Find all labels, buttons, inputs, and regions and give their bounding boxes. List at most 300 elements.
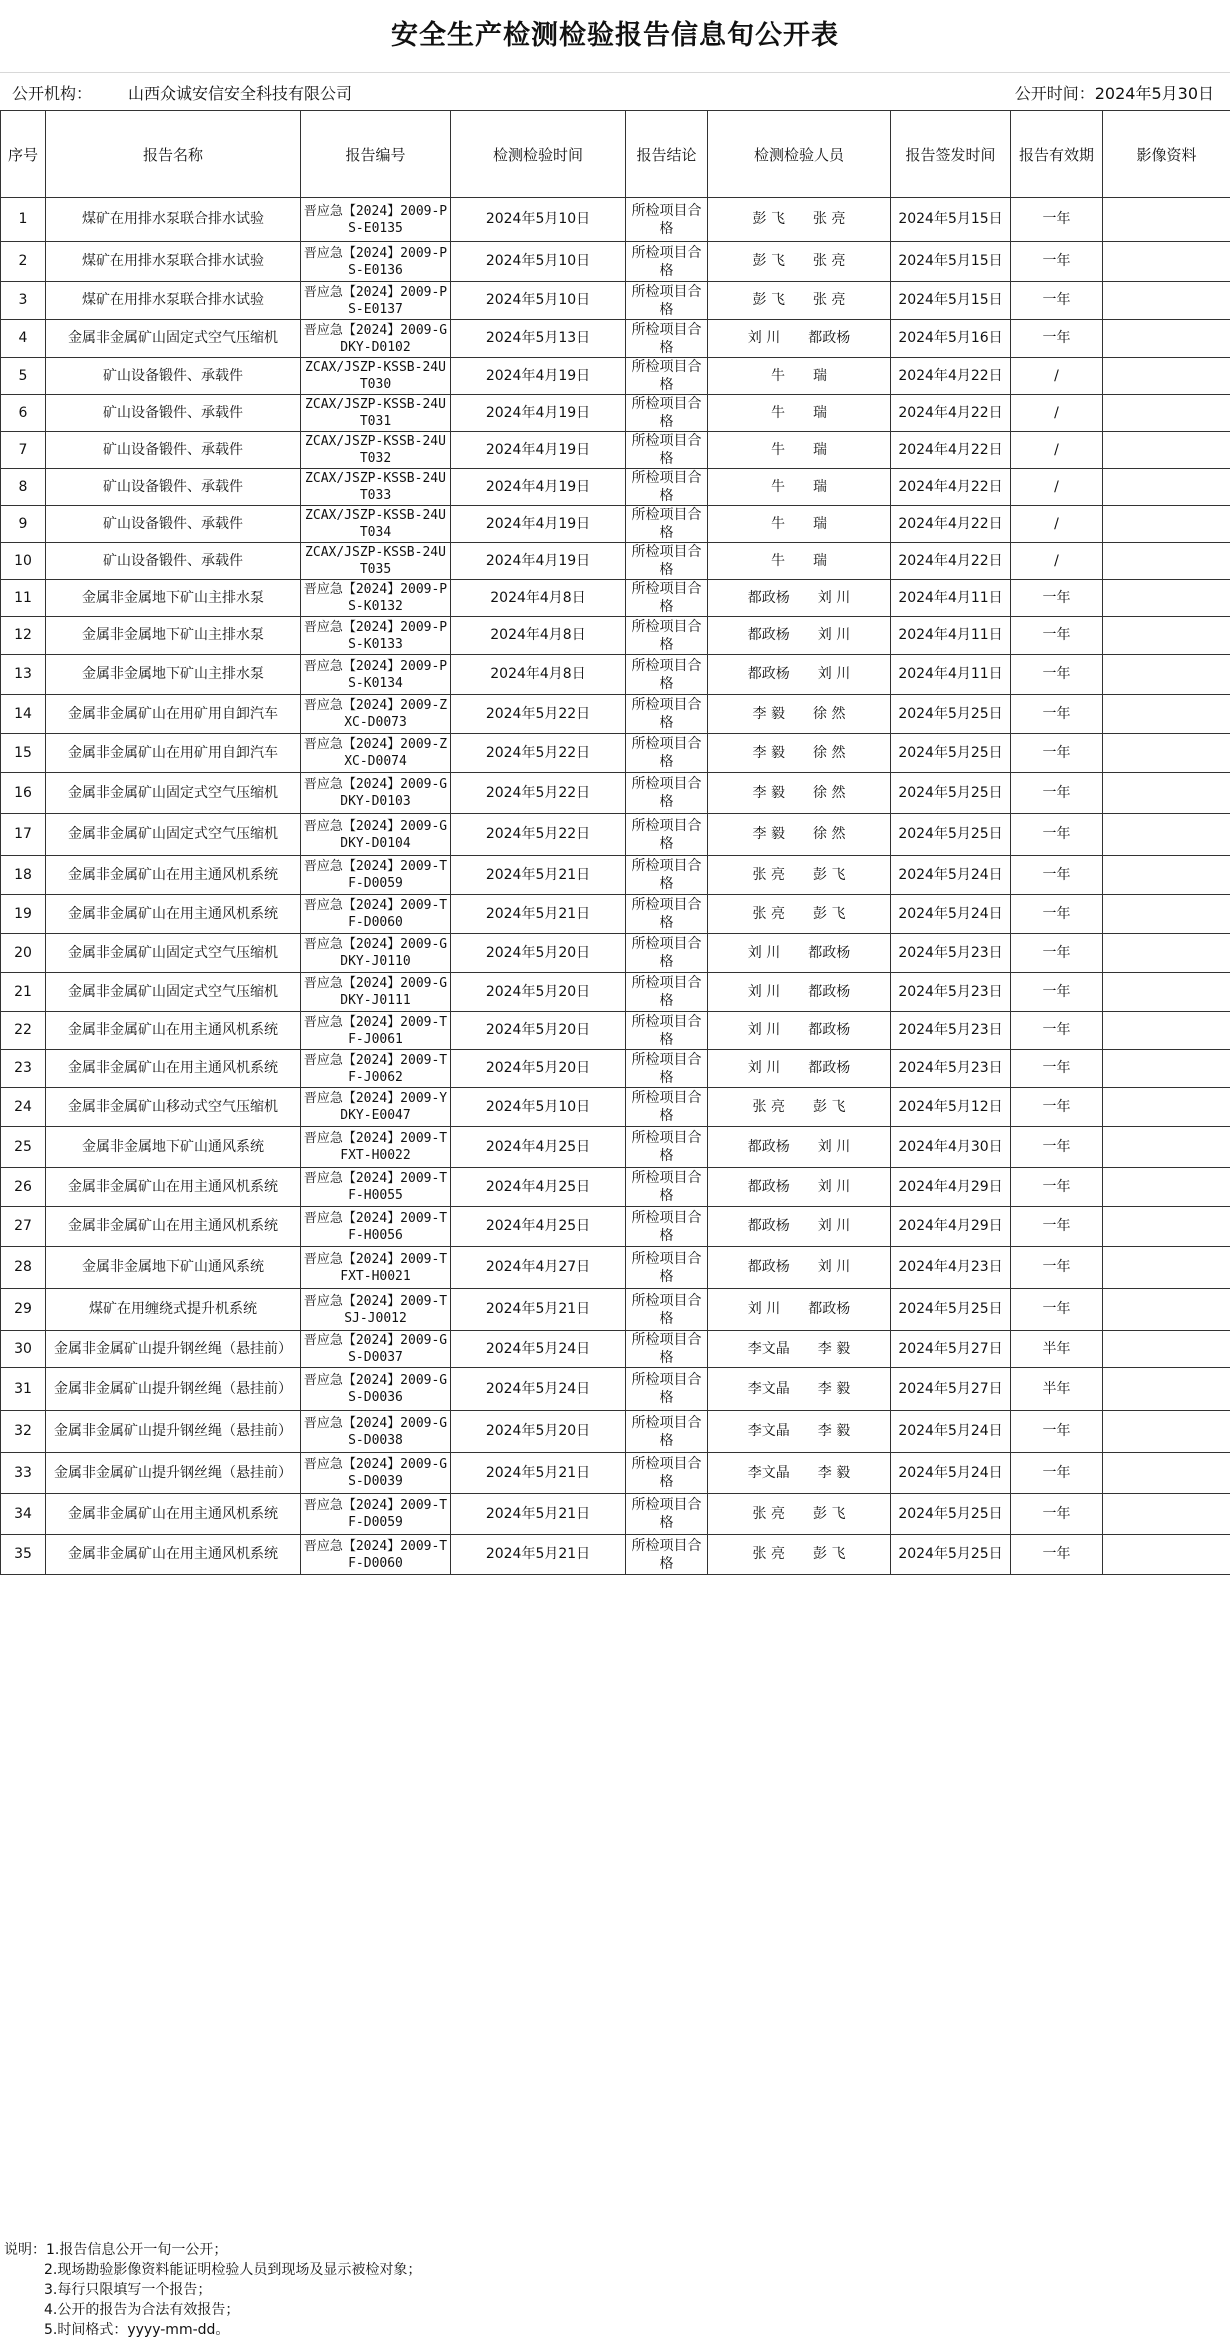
cell-photo bbox=[1103, 1289, 1230, 1331]
cell-inspectors: 张 亮 彭 飞 bbox=[708, 895, 891, 934]
table-row bbox=[1, 1207, 1230, 1247]
cell-report-code: 晋应急【2024】2009-GDKY-D0102 bbox=[301, 320, 451, 358]
table-header-row bbox=[1, 111, 1230, 198]
cell-validity: 一年 bbox=[1011, 282, 1103, 320]
col-photo-header: 影像资料 bbox=[1103, 111, 1230, 198]
cell-report-code: 晋应急【2024】2009-GDKY-J0110 bbox=[301, 934, 451, 973]
cell-photo bbox=[1103, 282, 1230, 320]
cell-report-code: 晋应急【2024】2009-GS-D0036 bbox=[301, 1368, 451, 1411]
cell-no: 15 bbox=[1, 734, 46, 773]
cell-inspectors: 都政杨 刘 川 bbox=[708, 580, 891, 617]
cell-report-name: 矿山设备锻件、承载件 bbox=[46, 432, 301, 469]
cell-test-date: 2024年5月21日 bbox=[451, 856, 626, 895]
cell-report-code: ZCAX/JSZP-KSSB-24UT034 bbox=[301, 506, 451, 543]
cell-inspectors: 李文晶 李 毅 bbox=[708, 1331, 891, 1368]
cell-issue-date: 2024年5月23日 bbox=[891, 1012, 1011, 1050]
cell-issue-date: 2024年4月11日 bbox=[891, 655, 1011, 695]
cell-inspectors: 刘 川 都政杨 bbox=[708, 934, 891, 973]
cell-no: 33 bbox=[1, 1453, 46, 1494]
cell-validity: / bbox=[1011, 395, 1103, 432]
table-row bbox=[1, 814, 1230, 856]
cell-report-name: 金属非金属地下矿山主排水泵 bbox=[46, 580, 301, 617]
cell-issue-date: 2024年4月22日 bbox=[891, 358, 1011, 395]
col-test-date-header: 检测检验时间 bbox=[451, 111, 626, 198]
cell-no: 1 bbox=[1, 198, 46, 242]
cell-validity: 一年 bbox=[1011, 1127, 1103, 1168]
cell-test-date: 2024年4月25日 bbox=[451, 1127, 626, 1168]
cell-report-code: ZCAX/JSZP-KSSB-24UT033 bbox=[301, 469, 451, 506]
date-label: 公开时间： bbox=[1014, 84, 1095, 103]
cell-report-name: 煤矿在用排水泵联合排水试验 bbox=[46, 282, 301, 320]
cell-test-date: 2024年4月8日 bbox=[451, 617, 626, 655]
cell-photo bbox=[1103, 198, 1230, 242]
cell-report-name: 金属非金属矿山在用矿用自卸汽车 bbox=[46, 695, 301, 734]
cell-conclusion: 所检项目合格 bbox=[626, 580, 708, 617]
cell-issue-date: 2024年5月12日 bbox=[891, 1088, 1011, 1127]
publisher-info bbox=[12, 81, 352, 104]
cell-inspectors: 张 亮 彭 飞 bbox=[708, 856, 891, 895]
cell-validity: 一年 bbox=[1011, 655, 1103, 695]
cell-report-code: 晋应急【2024】2009-TF-J0061 bbox=[301, 1012, 451, 1050]
cell-inspectors: 刘 川 都政杨 bbox=[708, 1012, 891, 1050]
cell-photo bbox=[1103, 1050, 1230, 1088]
cell-inspectors: 张 亮 彭 飞 bbox=[708, 1535, 891, 1575]
cell-report-code: 晋应急【2024】2009-ZXC-D0073 bbox=[301, 695, 451, 734]
cell-report-name: 矿山设备锻件、承载件 bbox=[46, 358, 301, 395]
cell-report-name: 煤矿在用排水泵联合排水试验 bbox=[46, 242, 301, 282]
cell-no: 24 bbox=[1, 1088, 46, 1127]
cell-conclusion: 所检项目合格 bbox=[626, 242, 708, 282]
cell-no: 4 bbox=[1, 320, 46, 358]
cell-issue-date: 2024年5月15日 bbox=[891, 282, 1011, 320]
cell-no: 17 bbox=[1, 814, 46, 856]
cell-validity: 一年 bbox=[1011, 242, 1103, 282]
table-row bbox=[1, 1050, 1230, 1088]
table-row bbox=[1, 506, 1230, 543]
cell-photo bbox=[1103, 1535, 1230, 1575]
cell-issue-date: 2024年5月25日 bbox=[891, 1535, 1011, 1575]
cell-inspectors: 彭 飞 张 亮 bbox=[708, 198, 891, 242]
cell-no: 22 bbox=[1, 1012, 46, 1050]
cell-report-name: 矿山设备锻件、承载件 bbox=[46, 543, 301, 580]
cell-validity: 一年 bbox=[1011, 1050, 1103, 1088]
cell-test-date: 2024年5月21日 bbox=[451, 1289, 626, 1331]
cell-no: 34 bbox=[1, 1494, 46, 1535]
cell-no: 21 bbox=[1, 973, 46, 1012]
cell-conclusion: 所检项目合格 bbox=[626, 198, 708, 242]
cell-validity: / bbox=[1011, 469, 1103, 506]
cell-report-name: 煤矿在用缠绕式提升机系统 bbox=[46, 1289, 301, 1331]
cell-photo bbox=[1103, 617, 1230, 655]
cell-issue-date: 2024年5月24日 bbox=[891, 1453, 1011, 1494]
cell-photo bbox=[1103, 1127, 1230, 1168]
table-row bbox=[1, 1535, 1230, 1575]
cell-test-date: 2024年5月20日 bbox=[451, 1411, 626, 1453]
cell-report-name: 矿山设备锻件、承载件 bbox=[46, 506, 301, 543]
cell-conclusion: 所检项目合格 bbox=[626, 1535, 708, 1575]
cell-issue-date: 2024年5月25日 bbox=[891, 1494, 1011, 1535]
cell-report-name: 金属非金属矿山在用主通风机系统 bbox=[46, 1535, 301, 1575]
cell-report-code: 晋应急【2024】2009-TF-D0060 bbox=[301, 1535, 451, 1575]
cell-validity: / bbox=[1011, 432, 1103, 469]
table-row bbox=[1, 320, 1230, 358]
cell-issue-date: 2024年4月22日 bbox=[891, 543, 1011, 580]
cell-validity: 一年 bbox=[1011, 580, 1103, 617]
cell-report-name: 金属非金属矿山固定式空气压缩机 bbox=[46, 773, 301, 814]
cell-test-date: 2024年4月25日 bbox=[451, 1168, 626, 1207]
cell-issue-date: 2024年5月25日 bbox=[891, 814, 1011, 856]
cell-test-date: 2024年5月21日 bbox=[451, 1453, 626, 1494]
cell-report-code: 晋应急【2024】2009-TF-H0056 bbox=[301, 1207, 451, 1247]
cell-report-code: 晋应急【2024】2009-TF-D0059 bbox=[301, 856, 451, 895]
cell-test-date: 2024年4月19日 bbox=[451, 543, 626, 580]
cell-inspectors: 都政杨 刘 川 bbox=[708, 1247, 891, 1289]
cell-no: 28 bbox=[1, 1247, 46, 1289]
cell-report-code: 晋应急【2024】2009-TFXT-H0022 bbox=[301, 1127, 451, 1168]
cell-no: 5 bbox=[1, 358, 46, 395]
cell-conclusion: 所检项目合格 bbox=[626, 320, 708, 358]
cell-no: 32 bbox=[1, 1411, 46, 1453]
cell-photo bbox=[1103, 1368, 1230, 1411]
cell-photo bbox=[1103, 1453, 1230, 1494]
cell-conclusion: 所检项目合格 bbox=[626, 617, 708, 655]
note-item: 2.现场勘验影像资料能证明检验人员到现场及显示被检对象； bbox=[44, 2262, 422, 2278]
table-row bbox=[1, 1168, 1230, 1207]
cell-conclusion: 所检项目合格 bbox=[626, 432, 708, 469]
cell-report-name: 金属非金属矿山固定式空气压缩机 bbox=[46, 320, 301, 358]
cell-conclusion: 所检项目合格 bbox=[626, 1453, 708, 1494]
table-row bbox=[1, 432, 1230, 469]
cell-photo bbox=[1103, 1088, 1230, 1127]
cell-issue-date: 2024年4月29日 bbox=[891, 1207, 1011, 1247]
cell-conclusion: 所检项目合格 bbox=[626, 1050, 708, 1088]
cell-inspectors: 都政杨 刘 川 bbox=[708, 1168, 891, 1207]
cell-conclusion: 所检项目合格 bbox=[626, 814, 708, 856]
cell-issue-date: 2024年4月29日 bbox=[891, 1168, 1011, 1207]
table-row bbox=[1, 734, 1230, 773]
cell-report-name: 金属非金属矿山提升钢丝绳（悬挂前） bbox=[46, 1411, 301, 1453]
cell-report-code: ZCAX/JSZP-KSSB-24UT030 bbox=[301, 358, 451, 395]
cell-issue-date: 2024年5月23日 bbox=[891, 934, 1011, 973]
cell-photo bbox=[1103, 395, 1230, 432]
cell-no: 9 bbox=[1, 506, 46, 543]
cell-inspectors: 彭 飞 张 亮 bbox=[708, 282, 891, 320]
table-row bbox=[1, 1289, 1230, 1331]
cell-test-date: 2024年5月20日 bbox=[451, 973, 626, 1012]
cell-validity: 一年 bbox=[1011, 617, 1103, 655]
cell-test-date: 2024年4月8日 bbox=[451, 580, 626, 617]
cell-issue-date: 2024年4月22日 bbox=[891, 469, 1011, 506]
cell-no: 2 bbox=[1, 242, 46, 282]
cell-no: 10 bbox=[1, 543, 46, 580]
cell-report-name: 金属非金属矿山在用主通风机系统 bbox=[46, 1207, 301, 1247]
cell-inspectors: 刘 川 都政杨 bbox=[708, 1050, 891, 1088]
cell-validity: 一年 bbox=[1011, 1453, 1103, 1494]
table-body bbox=[1, 198, 1230, 1575]
table-row bbox=[1, 198, 1230, 242]
table-row bbox=[1, 1411, 1230, 1453]
col-inspectors-header: 检测检验人员 bbox=[708, 111, 891, 198]
org-label: 公开机构： bbox=[12, 84, 93, 103]
cell-validity: / bbox=[1011, 506, 1103, 543]
cell-report-code: 晋应急【2024】2009-TF-H0055 bbox=[301, 1168, 451, 1207]
cell-conclusion: 所检项目合格 bbox=[626, 1331, 708, 1368]
table-row bbox=[1, 282, 1230, 320]
cell-validity: 一年 bbox=[1011, 1411, 1103, 1453]
table-row bbox=[1, 655, 1230, 695]
table-row bbox=[1, 1247, 1230, 1289]
cell-conclusion: 所检项目合格 bbox=[626, 1168, 708, 1207]
cell-issue-date: 2024年5月24日 bbox=[891, 895, 1011, 934]
cell-issue-date: 2024年4月11日 bbox=[891, 580, 1011, 617]
cell-report-name: 金属非金属地下矿山通风系统 bbox=[46, 1247, 301, 1289]
cell-issue-date: 2024年5月23日 bbox=[891, 973, 1011, 1012]
cell-no: 8 bbox=[1, 469, 46, 506]
cell-report-name: 金属非金属矿山在用主通风机系统 bbox=[46, 1168, 301, 1207]
cell-validity: 一年 bbox=[1011, 1535, 1103, 1575]
cell-report-name: 金属非金属矿山提升钢丝绳（悬挂前） bbox=[46, 1368, 301, 1411]
cell-no: 16 bbox=[1, 773, 46, 814]
cell-validity: / bbox=[1011, 543, 1103, 580]
cell-photo bbox=[1103, 773, 1230, 814]
cell-inspectors: 牛 瑞 bbox=[708, 506, 891, 543]
cell-photo bbox=[1103, 580, 1230, 617]
cell-report-name: 金属非金属矿山在用矿用自卸汽车 bbox=[46, 734, 301, 773]
cell-photo bbox=[1103, 543, 1230, 580]
cell-photo bbox=[1103, 469, 1230, 506]
table-row bbox=[1, 395, 1230, 432]
cell-no: 7 bbox=[1, 432, 46, 469]
cell-validity: 一年 bbox=[1011, 320, 1103, 358]
cell-conclusion: 所检项目合格 bbox=[626, 1088, 708, 1127]
page-title: 安全生产检测检验报告信息旬公开表 bbox=[391, 20, 839, 51]
cell-inspectors: 张 亮 彭 飞 bbox=[708, 1088, 891, 1127]
cell-no: 20 bbox=[1, 934, 46, 973]
cell-no: 18 bbox=[1, 856, 46, 895]
cell-photo bbox=[1103, 695, 1230, 734]
cell-conclusion: 所检项目合格 bbox=[626, 1368, 708, 1411]
cell-test-date: 2024年5月22日 bbox=[451, 814, 626, 856]
meta-bar bbox=[0, 72, 1230, 109]
cell-report-code: 晋应急【2024】2009-YDKY-E0047 bbox=[301, 1088, 451, 1127]
cell-issue-date: 2024年4月22日 bbox=[891, 395, 1011, 432]
cell-test-date: 2024年4月19日 bbox=[451, 395, 626, 432]
table-row bbox=[1, 242, 1230, 282]
table-row bbox=[1, 1088, 1230, 1127]
table-row bbox=[1, 1012, 1230, 1050]
note-item: 4.公开的报告为合法有效报告； bbox=[44, 2302, 240, 2318]
cell-report-name: 金属非金属地下矿山主排水泵 bbox=[46, 617, 301, 655]
cell-issue-date: 2024年4月11日 bbox=[891, 617, 1011, 655]
cell-photo bbox=[1103, 358, 1230, 395]
cell-inspectors: 都政杨 刘 川 bbox=[708, 655, 891, 695]
cell-conclusion: 所检项目合格 bbox=[626, 1289, 708, 1331]
cell-report-code: 晋应急【2024】2009-PS-K0133 bbox=[301, 617, 451, 655]
cell-report-code: ZCAX/JSZP-KSSB-24UT032 bbox=[301, 432, 451, 469]
cell-test-date: 2024年4月19日 bbox=[451, 358, 626, 395]
cell-validity: 一年 bbox=[1011, 973, 1103, 1012]
cell-conclusion: 所检项目合格 bbox=[626, 734, 708, 773]
cell-conclusion: 所检项目合格 bbox=[626, 773, 708, 814]
cell-inspectors: 李文晶 李 毅 bbox=[708, 1368, 891, 1411]
note-item: 1.报告信息公开一旬一公开； bbox=[46, 2242, 228, 2258]
cell-report-code: 晋应急【2024】2009-TFXT-H0021 bbox=[301, 1247, 451, 1289]
org-name: 山西众诚安信安全科技有限公司 bbox=[128, 84, 353, 103]
cell-validity: 一年 bbox=[1011, 856, 1103, 895]
cell-test-date: 2024年5月20日 bbox=[451, 934, 626, 973]
cell-test-date: 2024年4月8日 bbox=[451, 655, 626, 695]
cell-photo bbox=[1103, 1411, 1230, 1453]
cell-test-date: 2024年5月24日 bbox=[451, 1331, 626, 1368]
cell-report-code: 晋应急【2024】2009-GDKY-D0103 bbox=[301, 773, 451, 814]
cell-inspectors: 都政杨 刘 川 bbox=[708, 617, 891, 655]
cell-no: 3 bbox=[1, 282, 46, 320]
cell-no: 6 bbox=[1, 395, 46, 432]
cell-test-date: 2024年5月13日 bbox=[451, 320, 626, 358]
cell-report-name: 金属非金属矿山在用主通风机系统 bbox=[46, 1494, 301, 1535]
cell-inspectors: 都政杨 刘 川 bbox=[708, 1127, 891, 1168]
cell-inspectors: 刘 川 都政杨 bbox=[708, 320, 891, 358]
cell-test-date: 2024年5月10日 bbox=[451, 282, 626, 320]
table-row bbox=[1, 580, 1230, 617]
cell-inspectors: 牛 瑞 bbox=[708, 395, 891, 432]
cell-issue-date: 2024年5月27日 bbox=[891, 1368, 1011, 1411]
cell-photo bbox=[1103, 1207, 1230, 1247]
cell-inspectors: 李文晶 李 毅 bbox=[708, 1453, 891, 1494]
cell-photo bbox=[1103, 1012, 1230, 1050]
note-item: 5.时间格式：yyyy-mm-dd。 bbox=[44, 2322, 230, 2338]
cell-no: 30 bbox=[1, 1331, 46, 1368]
cell-no: 11 bbox=[1, 580, 46, 617]
cell-test-date: 2024年5月10日 bbox=[451, 242, 626, 282]
cell-report-name: 金属非金属矿山固定式空气压缩机 bbox=[46, 814, 301, 856]
cell-no: 13 bbox=[1, 655, 46, 695]
cell-conclusion: 所检项目合格 bbox=[626, 1494, 708, 1535]
publish-date-info bbox=[1015, 81, 1214, 104]
cell-validity: 一年 bbox=[1011, 1168, 1103, 1207]
cell-report-name: 煤矿在用排水泵联合排水试验 bbox=[46, 198, 301, 242]
cell-inspectors: 牛 瑞 bbox=[708, 543, 891, 580]
cell-conclusion: 所检项目合格 bbox=[626, 973, 708, 1012]
col-issue-date-header: 报告签发时间 bbox=[891, 111, 1011, 198]
cell-issue-date: 2024年5月25日 bbox=[891, 1289, 1011, 1331]
notes-section bbox=[4, 2240, 421, 2340]
cell-report-code: 晋应急【2024】2009-GS-D0038 bbox=[301, 1411, 451, 1453]
cell-photo bbox=[1103, 655, 1230, 695]
cell-report-code: 晋应急【2024】2009-PS-E0135 bbox=[301, 198, 451, 242]
cell-inspectors: 都政杨 刘 川 bbox=[708, 1207, 891, 1247]
table-row bbox=[1, 617, 1230, 655]
cell-report-name: 矿山设备锻件、承载件 bbox=[46, 395, 301, 432]
col-validity-header: 报告有效期 bbox=[1011, 111, 1103, 198]
note-item: 3.每行只限填写一个报告； bbox=[44, 2282, 212, 2298]
cell-conclusion: 所检项目合格 bbox=[626, 895, 708, 934]
cell-conclusion: 所检项目合格 bbox=[626, 506, 708, 543]
table-row bbox=[1, 543, 1230, 580]
table-row bbox=[1, 1127, 1230, 1168]
cell-report-name: 金属非金属地下矿山通风系统 bbox=[46, 1127, 301, 1168]
cell-report-name: 金属非金属地下矿山主排水泵 bbox=[46, 655, 301, 695]
cell-photo bbox=[1103, 242, 1230, 282]
cell-test-date: 2024年4月19日 bbox=[451, 432, 626, 469]
cell-issue-date: 2024年5月23日 bbox=[891, 1050, 1011, 1088]
col-conclusion-header: 报告结论 bbox=[626, 111, 708, 198]
cell-report-code: 晋应急【2024】2009-GDKY-J0111 bbox=[301, 973, 451, 1012]
cell-test-date: 2024年5月21日 bbox=[451, 1494, 626, 1535]
cell-validity: 一年 bbox=[1011, 734, 1103, 773]
cell-validity: 一年 bbox=[1011, 198, 1103, 242]
cell-validity: 一年 bbox=[1011, 1289, 1103, 1331]
cell-report-name: 金属非金属矿山提升钢丝绳（悬挂前） bbox=[46, 1331, 301, 1368]
cell-issue-date: 2024年5月15日 bbox=[891, 242, 1011, 282]
cell-inspectors: 李文晶 李 毅 bbox=[708, 1411, 891, 1453]
table-row bbox=[1, 469, 1230, 506]
cell-photo bbox=[1103, 320, 1230, 358]
cell-issue-date: 2024年5月16日 bbox=[891, 320, 1011, 358]
cell-report-code: 晋应急【2024】2009-PS-E0137 bbox=[301, 282, 451, 320]
cell-photo bbox=[1103, 1331, 1230, 1368]
cell-photo bbox=[1103, 934, 1230, 973]
cell-photo bbox=[1103, 856, 1230, 895]
cell-conclusion: 所检项目合格 bbox=[626, 1127, 708, 1168]
cell-no: 23 bbox=[1, 1050, 46, 1088]
table-row bbox=[1, 934, 1230, 973]
cell-report-code: 晋应急【2024】2009-GS-D0039 bbox=[301, 1453, 451, 1494]
cell-test-date: 2024年5月20日 bbox=[451, 1050, 626, 1088]
cell-photo bbox=[1103, 1494, 1230, 1535]
cell-validity: 一年 bbox=[1011, 814, 1103, 856]
cell-photo bbox=[1103, 1247, 1230, 1289]
cell-no: 14 bbox=[1, 695, 46, 734]
cell-conclusion: 所检项目合格 bbox=[626, 1012, 708, 1050]
cell-validity: 一年 bbox=[1011, 695, 1103, 734]
cell-issue-date: 2024年5月25日 bbox=[891, 695, 1011, 734]
cell-inspectors: 李 毅 徐 然 bbox=[708, 734, 891, 773]
cell-conclusion: 所检项目合格 bbox=[626, 1207, 708, 1247]
cell-report-name: 金属非金属矿山移动式空气压缩机 bbox=[46, 1088, 301, 1127]
cell-photo bbox=[1103, 734, 1230, 773]
table-row bbox=[1, 358, 1230, 395]
cell-test-date: 2024年5月10日 bbox=[451, 198, 626, 242]
cell-report-code: 晋应急【2024】2009-ZXC-D0074 bbox=[301, 734, 451, 773]
cell-validity: 一年 bbox=[1011, 895, 1103, 934]
cell-inspectors: 牛 瑞 bbox=[708, 469, 891, 506]
cell-conclusion: 所检项目合格 bbox=[626, 1247, 708, 1289]
cell-report-code: 晋应急【2024】2009-PS-E0136 bbox=[301, 242, 451, 282]
cell-issue-date: 2024年4月22日 bbox=[891, 432, 1011, 469]
notes-label: 说明： bbox=[4, 2242, 46, 2258]
cell-test-date: 2024年5月21日 bbox=[451, 895, 626, 934]
cell-conclusion: 所检项目合格 bbox=[626, 358, 708, 395]
cell-report-code: 晋应急【2024】2009-PS-K0134 bbox=[301, 655, 451, 695]
cell-conclusion: 所检项目合格 bbox=[626, 1411, 708, 1453]
cell-issue-date: 2024年5月25日 bbox=[891, 773, 1011, 814]
cell-no: 27 bbox=[1, 1207, 46, 1247]
cell-report-code: ZCAX/JSZP-KSSB-24UT031 bbox=[301, 395, 451, 432]
cell-test-date: 2024年4月19日 bbox=[451, 506, 626, 543]
cell-conclusion: 所检项目合格 bbox=[626, 543, 708, 580]
cell-validity: 一年 bbox=[1011, 773, 1103, 814]
cell-no: 35 bbox=[1, 1535, 46, 1575]
cell-validity: / bbox=[1011, 358, 1103, 395]
cell-photo bbox=[1103, 1168, 1230, 1207]
cell-report-code: 晋应急【2024】2009-TF-D0059 bbox=[301, 1494, 451, 1535]
cell-no: 12 bbox=[1, 617, 46, 655]
col-no-header: 序号 bbox=[1, 111, 46, 198]
cell-issue-date: 2024年5月25日 bbox=[891, 734, 1011, 773]
cell-no: 19 bbox=[1, 895, 46, 934]
table-row bbox=[1, 1494, 1230, 1535]
